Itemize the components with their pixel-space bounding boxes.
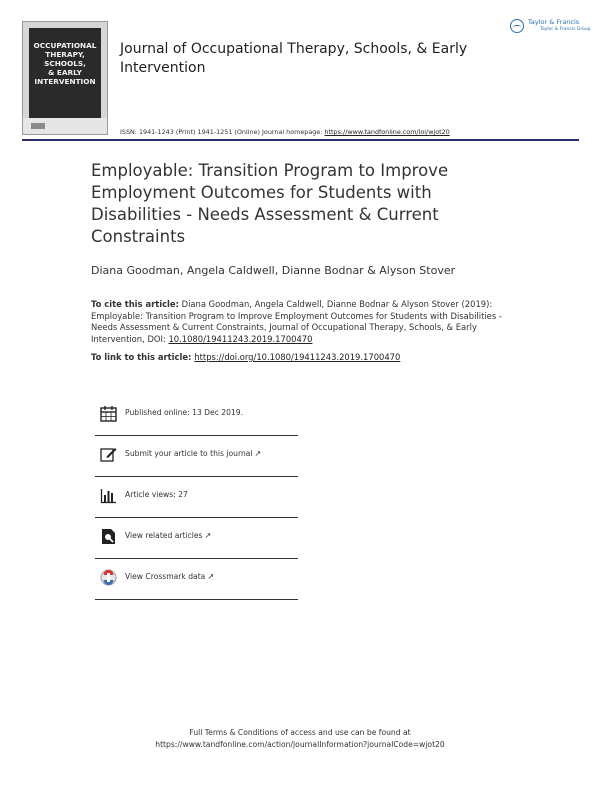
- publisher-name: Taylor & Francis: [528, 18, 580, 26]
- bar-chart-icon: [100, 487, 117, 504]
- crossmark-label: [125, 572, 214, 581]
- article-views-item: [95, 477, 298, 518]
- crossmark-icon: [100, 569, 117, 586]
- crossmark-item[interactable]: [95, 559, 298, 600]
- external-link-icon: ↗: [207, 572, 215, 581]
- submit-article-label: [125, 449, 261, 458]
- cover-line: THERAPY,: [45, 50, 85, 59]
- cover-title: [29, 28, 101, 118]
- related-articles-label: [125, 531, 211, 540]
- cover-footer: [23, 118, 107, 134]
- published-online-item: [95, 395, 298, 436]
- related-articles-item[interactable]: [95, 518, 298, 559]
- issn-text: ISSN: 1941-1243 (Print) 1941-1251 (Online) Journal homepage:: [120, 128, 325, 136]
- cover-line: & EARLY: [48, 68, 82, 77]
- cite-text: Diana Goodman, Angela Caldwell, Dianne Bodnar & Alyson Stover (2019): Employable: Transition Program to Improve Employment Outcomes for Students with Disabilities - Needs Assessment & Current Constraints, Journal of Occupational Therapy, Schools, & Early Intervention, DOI:: [91, 299, 502, 344]
- cover-line: INTERVENTION: [34, 77, 96, 86]
- publisher-logo[interactable]: [510, 17, 591, 37]
- article-link-line: [91, 352, 400, 362]
- publisher-mini-logo: [31, 123, 45, 129]
- calendar-icon: [100, 405, 117, 422]
- article-title: Employable: Transition Program to Improve Employment Outcomes for Students with Disabilities - Needs Assessment & Current Constraints: [91, 161, 449, 246]
- footer-terms-link[interactable]: https://www.tandfonline.com/action/journalInformation?journalCode=wjot20: [155, 740, 445, 749]
- footer-terms-text: Full Terms & Conditions of access and use can be found at: [189, 728, 411, 737]
- edit-icon: [100, 446, 117, 463]
- search-document-icon: [100, 528, 117, 545]
- article-views-label: Article views: 27: [125, 490, 188, 499]
- related-articles-text: View related articles: [125, 531, 203, 540]
- issn-line: [120, 128, 450, 136]
- journal-cover-image: [22, 21, 108, 135]
- cover-line: SCHOOLS,: [44, 59, 86, 68]
- submit-article-item[interactable]: [95, 436, 298, 477]
- cover-line: OCCUPATIONAL: [33, 41, 97, 50]
- article-url-link[interactable]: https://doi.org/10.1080/19411243.2019.1700470: [194, 352, 401, 362]
- header-divider: [22, 139, 579, 141]
- publisher-group: Taylor & Francis Group: [540, 27, 591, 32]
- external-link-icon: ↗: [254, 449, 262, 458]
- article-actions-list: [95, 395, 298, 600]
- link-label: To link to this article:: [91, 352, 195, 362]
- published-online-label: Published online: 13 Dec 2019.: [125, 408, 244, 417]
- citation-block: [91, 299, 511, 345]
- submit-article-text: Submit your article to this journal: [125, 449, 253, 458]
- page-footer: [0, 727, 600, 751]
- article-authors: Diana Goodman, Angela Caldwell, Dianne Bodnar & Alyson Stover: [91, 264, 456, 277]
- journal-title: Journal of Occupational Therapy, Schools, & Early Intervention: [120, 41, 468, 76]
- crossmark-text: View Crossmark data: [125, 572, 206, 581]
- publisher-logo-icon: [510, 19, 524, 33]
- doi-link[interactable]: 10.1080/19411243.2019.1700470: [168, 333, 313, 344]
- journal-homepage-link[interactable]: https://www.tandfonline.com/loi/wjot20: [324, 128, 450, 136]
- external-link-icon: ↗: [204, 531, 212, 540]
- cite-label: To cite this article:: [91, 299, 179, 309]
